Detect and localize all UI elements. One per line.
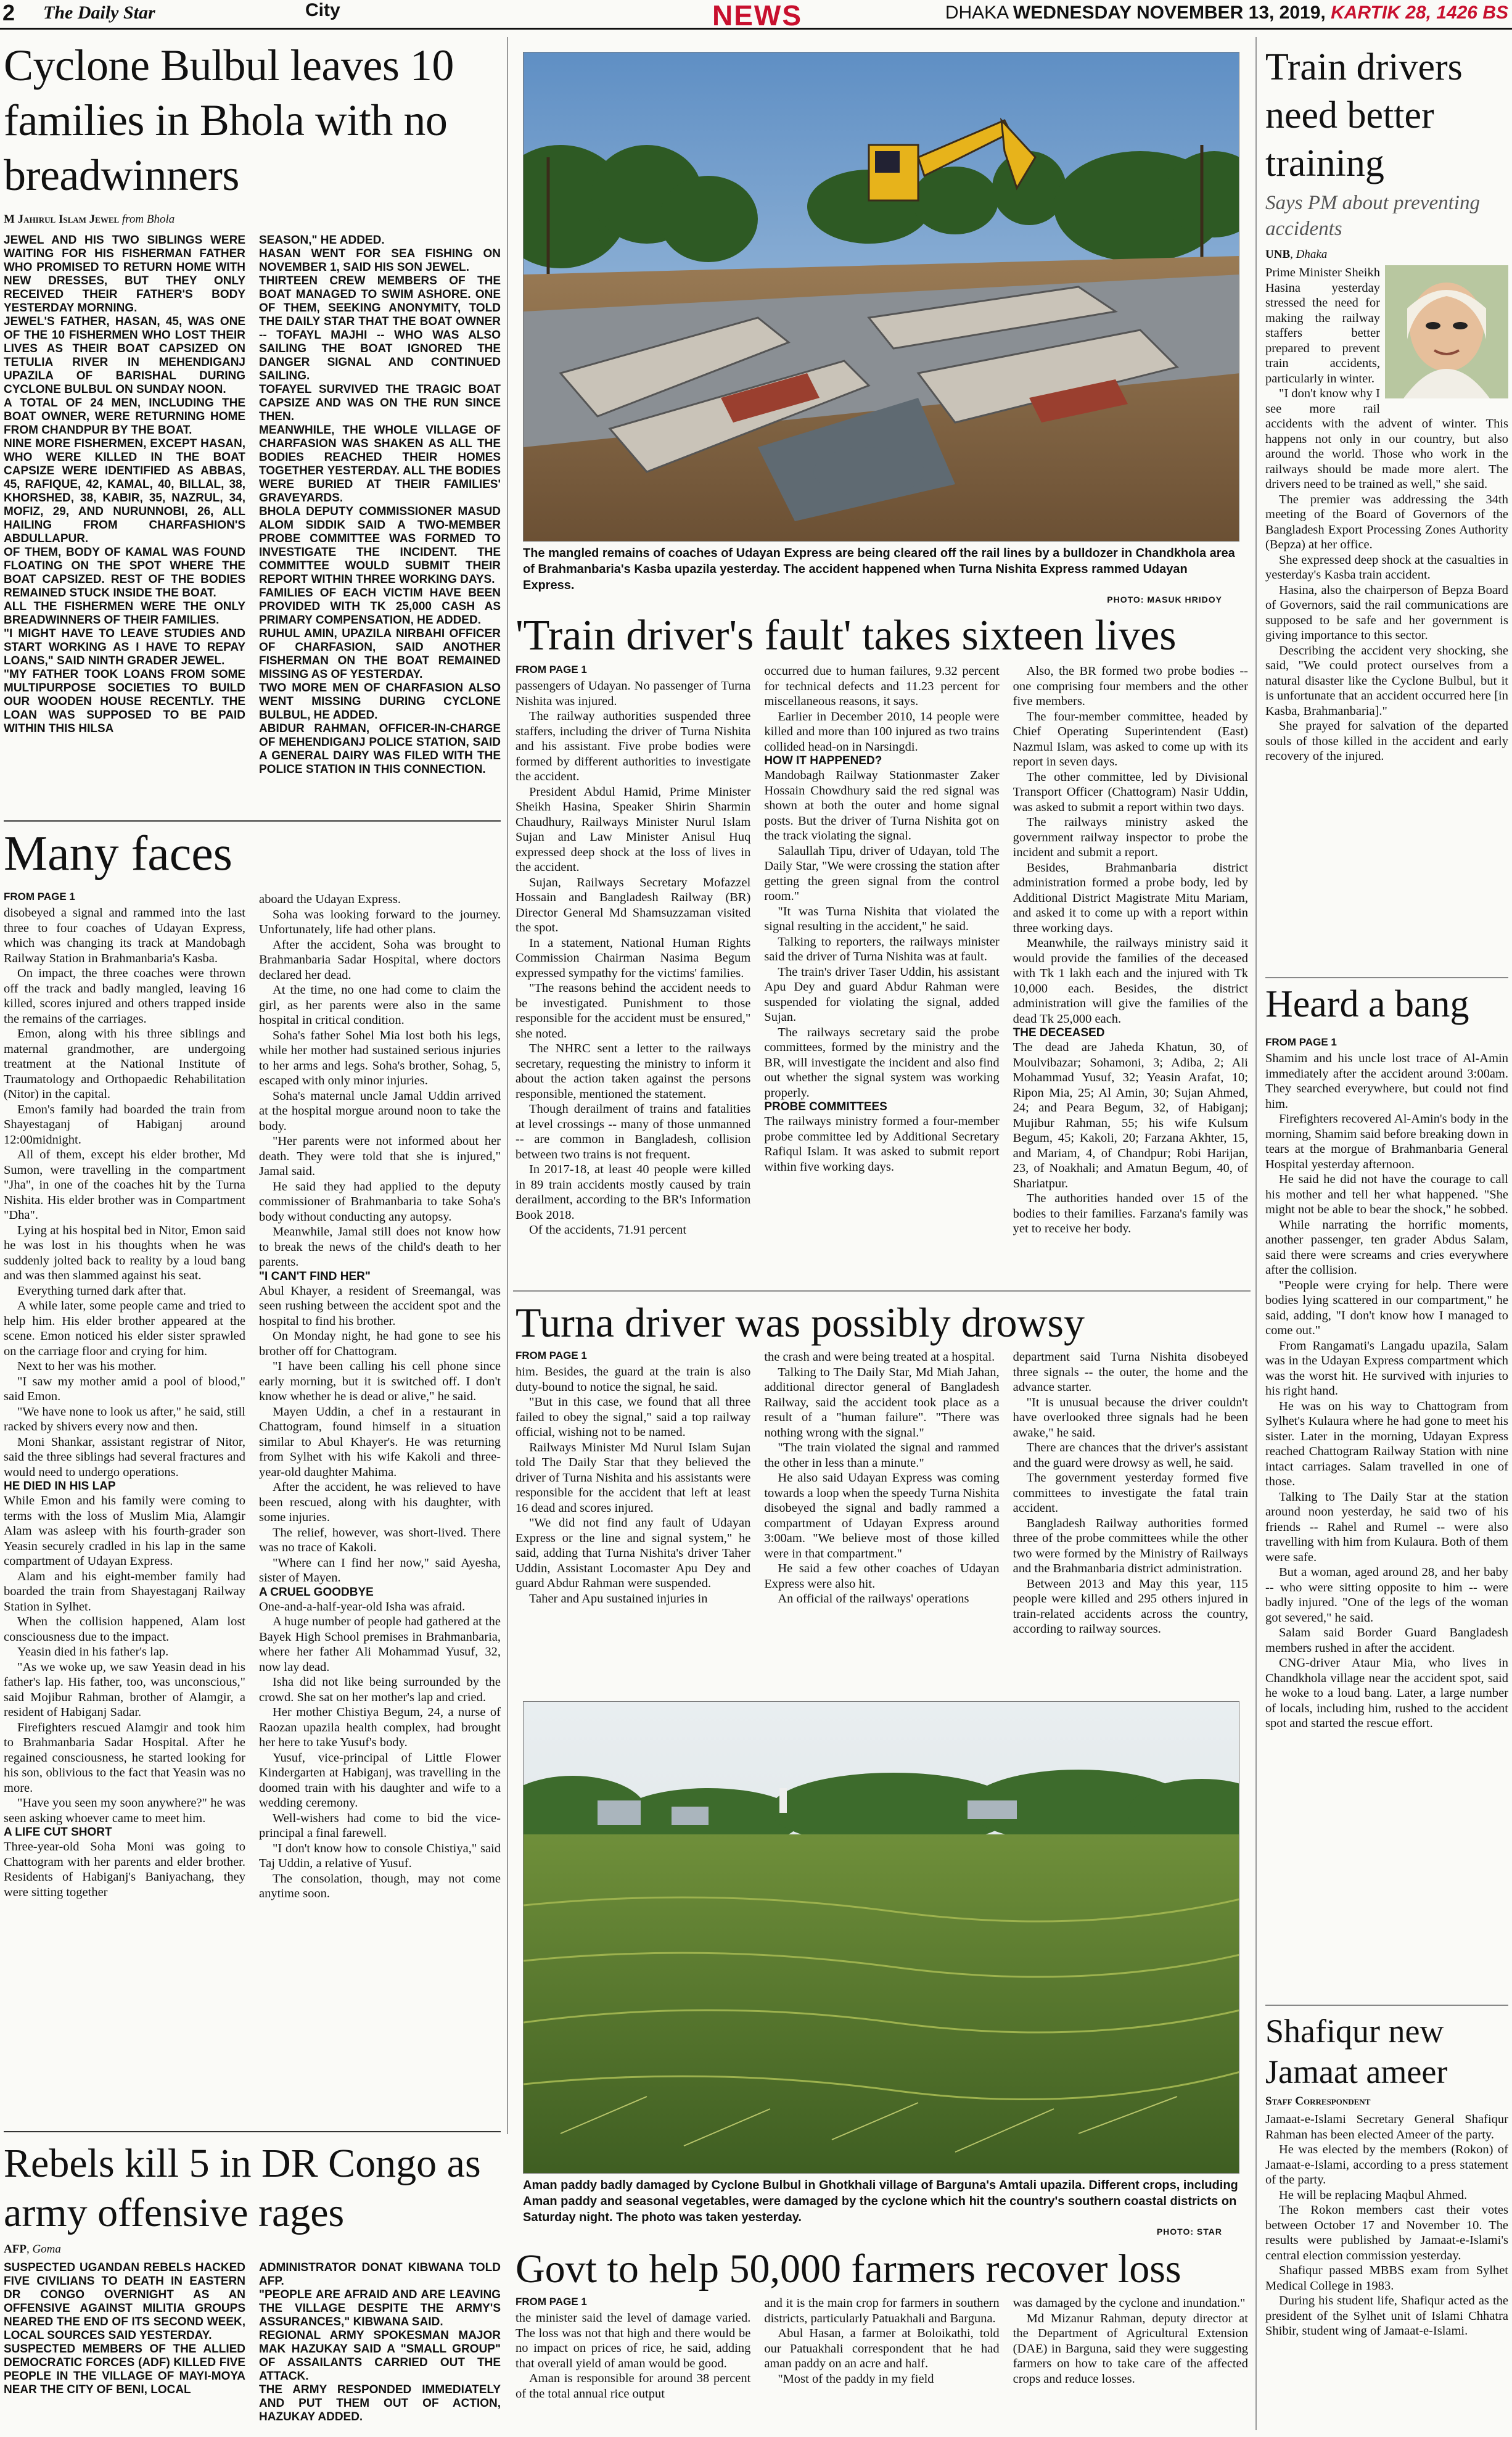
paragraph: "Her parents were not informed about her death. They were told that she is injured," Jamal said.: [259, 1134, 501, 1178]
text-column: [259, 2261, 501, 2424]
paragraph: Earlier in December 2010, 14 people were killed and more than 100 injured as two trains collided head-on in Narsingdi.: [764, 709, 1000, 754]
divider: [513, 1290, 1251, 1292]
section-label: City: [305, 0, 340, 20]
paragraph: He said a few other coaches of Udayan Express were also hit.: [764, 1562, 1000, 1591]
paragraph: The consolation, though, may not come anytime soon.: [259, 1871, 501, 1900]
byline-location: Goma: [32, 2243, 61, 2256]
paragraph: He will be replacing Maqbul Ahmed.: [1279, 2188, 1468, 2202]
paragraph: Salaullah Tipu, driver of Udayan, told The Daily Star, "We were crossing the station after getting the green signal from the control room.": [764, 844, 1000, 903]
congo-body: [4, 2261, 501, 2424]
paragraph: In a statement, National Human Rights Commission Chairman Nasima Begum expressed sympathy for the victims' families.: [516, 936, 751, 980]
paragraph: Next to her was his mother.: [17, 1359, 157, 1373]
paragraph: Everything turned dark after that.: [17, 1284, 186, 1298]
paragraph: Sujan, Railways Secretary Mofazzel Hossain and Bangladesh Railway (BR) Director General Md Shamsuzzaman visited the spot.: [516, 875, 751, 934]
subhead: THIRTEEN CREW MEMBERS OF THE BOAT MANAGED TO SWIM ASHORE. ONE OF THEM, SEEKING ANONYMITY, TOLD THE DAILY STAR THAT THE BOAT OWNER -- TOFAYL MAJHI -- WHO WAS ALSO SAILING THE BOAT IGNORED THE DANGER SIGNAL AND CONTINUED SAILING.: [259, 274, 501, 382]
paragraph: The railway authorities suspended three staffers, including the driver of Turna Nishita and his assistant. Five probe bodies were formed by different authorities to investigate the accident.: [516, 709, 751, 783]
paragraph: "We did not find any fault of Udayan Express or the line and signal system," he said, adding that Turna Nishita's driver Taher Uddin, Assistant Locomaster Apu Dey and guard Abdur Rahman were suspended.: [516, 1516, 751, 1590]
paddy-field-illustration: [524, 1702, 1239, 2174]
paragraph: The premier was addressing the 34th meeting of the Board of Governors of the Bangladesh Export Processing Zones Authority (Bepza) at her office.: [1265, 492, 1508, 551]
subhead: THE DECEASED: [1013, 1026, 1105, 1039]
paragraph: CNG-driver Ataur Mia, who lives in Chandkhola village near the accident spot, said he woke to a loud bang. Later, a large number of locals, including him, rushed to the accident spot and started the rescue effort.: [1265, 1656, 1508, 1730]
paragraph: Hasina, also the chairperson of Bepza Board of Governors, said the rail communications are supposed to be safe and her government is giving importance to this sector.: [1265, 583, 1508, 642]
text-column: [516, 1350, 750, 1637]
byline-name: M Jahirul Islam Jewel: [4, 213, 120, 226]
paragraph: Emon's family had boarded the train from Shayestaganj of Habiganj around 12:00midnight.: [4, 1102, 245, 1147]
from-page: FROM PAGE 1: [4, 891, 75, 902]
divider: [1265, 977, 1508, 978]
paragraph: Meanwhile, the railways ministry said it would provide the families of the deceased with Tk 1 lakh each and the injured with Tk 10,000 each. Besides, the district administration will give the families of the dead Tk 25,000 each.: [1013, 936, 1248, 1026]
text-column: [4, 234, 245, 777]
paragraph: Firefighters recovered Al-Amin's body in the morning, Shamim said before breaking down in tears at the morgue of Brahmanbaria General Hospital yesterday afternoon.: [1265, 1112, 1508, 1171]
paragraph: Prime Minister Sheikh Hasina yesterday stressed the need for making the railway staffers better prepared to prevent train accidents, particularly in winter.: [1265, 266, 1380, 386]
paragraph: the minister said the level of damage varied. The loss was not that high and there would be no impact on prices of rice, he said, adding that overall yield of aman would be good.: [516, 2311, 751, 2370]
subhead: SEASON," HE ADDED.: [259, 234, 385, 247]
paragraph: He also said Udayan Express was coming towards a loop when the speedy Turna Nishita disobeyed the signal and badly rammed a compartment of Udayan Express around 3:00am. "We believe most of those killed were in that compartment.": [764, 1471, 1000, 1561]
drivers-fault-story: [513, 611, 1251, 1283]
paragraph: An official of the railways' operations: [778, 1592, 969, 1606]
paragraph: Yusuf, vice-principal of Little Flower Kindergarten at Habiganj, was travelling in the doomed train with his daughter and wife to a wedding ceremony.: [259, 1750, 501, 1810]
subhead: JEWEL AND HIS TWO SIBLINGS WERE WAITING FOR HIS FISHERMAN FATHER WHO PROMISED TO RETURN HOME WITH NEW DRESSES, BUT THEY ONLY RECEIVED THEIR FATHER'S BODY YESTERDAY MORNING.: [4, 234, 245, 315]
paragraph: Besides, Brahmanbaria district administration formed a probe body, led by Additional District Magistrate Mitu Mariam, and asked it to come up with a report within three working days.: [1013, 860, 1248, 935]
subhead: PROBE COMMITTEES: [764, 1100, 887, 1113]
subhead: "MY FATHER TOOK LOANS FROM SOME MULTIPURPOSE SOCIETIES TO BUILD OUR WOODEN HOUSE RECENTLY. THE LOAN WAS SUPPOSED TO BE PAID WITHIN THIS HILSA: [4, 668, 245, 735]
subhead: HOW IT HAPPENED?: [764, 754, 882, 767]
paragraph: disobeyed a signal and rammed into the last three to four coaches of Udayan Express, which was changing its track at Mandobagh Railway Station in Brahmanbaria's Kasba.: [4, 906, 245, 965]
headline-bhola: Cyclone Bulbul leaves 10 families in Bhola with no breadwinners: [4, 41, 454, 200]
subhead: BHOLA DEPUTY COMMISSIONER MASUD ALOM SIDDIK SAID A TWO-MEMBER PROBE COMMITTEE WAS FORMED TO INVESTIGATE THE INCIDENT. THE COMMITTEE WOULD SUBMIT THEIR REPORT WITHIN THREE WORKING DAYS.: [259, 505, 501, 586]
paragraph: Meanwhile, Jamal still does not know how to break the news of the child's death to her parents.: [259, 1225, 501, 1269]
paragraph: The railways secretary said the probe committees, formed by the ministry and the BR, will investigate the incident and also find out whether the signal system was working properly.: [764, 1025, 1000, 1100]
headline-jamaat: Shafiqur new Jamaat ameer: [1265, 2013, 1448, 2090]
subhead: "I CAN'T FIND HER": [259, 1269, 371, 1283]
paragraph: One-and-a-half-year-old Isha was afraid.: [259, 1599, 466, 1614]
paragraph: occurred due to human failures, 9.32 percent for technical defects and 11.23 percent for miscellaneous reasons, it says.: [764, 664, 1000, 708]
subhead: ADMINISTRATOR DONAT KIBWANA TOLD AFP.: [259, 2261, 501, 2288]
paragraphs: [516, 678, 750, 1238]
subhead: HE DIED IN HIS LAP: [4, 1480, 116, 1493]
paragraph: The railways ministry asked the government railway inspector to probe the incident and submit a report.: [1013, 815, 1248, 859]
page-number: 2: [2, 0, 15, 25]
paragraph: Emon, along with his three siblings and maternal grandmother, are undergoing treatment at the National Institute of Traumatology and Orthopaedic Rehabilitation (Nitor) in the capital.: [4, 1027, 245, 1101]
subhead: MEANWHILE, THE WHOLE VILLAGE OF CHARFASION WAS SHAKEN AS ALL THE BODIES REACHED THEIR HOMES TOGETHER YESTERDAY. ALL THE BODIES WERE BURIED AT THEIR FAMILIES' GRAVEYARDS.: [259, 424, 501, 505]
paragraph: The Rokon members cast their votes between October 17 and November 10. The results were published by Jamaat-e-Islami's central election commission yesterday.: [1265, 2203, 1508, 2262]
paragraph: All of them, except his elder brother, Md Sumon, were travelling in the compartment "Jha", in one of the coaches hit by the Turna Nishita. His elder brother was in Compartment "Dha".: [4, 1148, 245, 1222]
paragraph: But a woman, aged around 28, and her baby -- who were sitting opposite to him -- were badly injured. "One of the legs of the woman got severed," he said.: [1265, 1565, 1508, 1625]
paragraph: Isha did not like being surrounded by the crowd. She sat on her mother's lap and cried.: [259, 1675, 501, 1704]
paragraph: The other committee, led by Divisional Transport Officer (Chattogram) Nasir Uddin, was asked to submit a report within two days.: [1013, 770, 1248, 814]
paragraph: In 2017-18, at least 40 people were killed in 89 train accidents mostly caused by train derailment, according to the BR's Information Book 2018.: [516, 1163, 751, 1222]
paragraph: Three-year-old Soha Moni was going to Chattogram with her parents and elder brother. Residents of Habiganj's Baniyachang, they were sitting together: [4, 1840, 245, 1899]
text-column: [764, 2296, 999, 2401]
paragraph: Taher and Apu sustained injuries in: [529, 1591, 708, 1606]
paragraph: The dead are Jaheda Khatun, 30, of Moulvibazar; Sohamoni, 3; Adiba, 2; Ali Mohammad Yusuf, 32; Yeasin Arafat, 10; Ripon Mia, 25; Al Amin, 30; Sujan Ahmed, 24; and Peara Begum, 32, of Habiganj; Mujibur Rahman, 55; his wife Kulsum Begum, 45; Kakoli, 20; Farzana Akhter, 15, and Mariam, 4, of Chandpur; Robi Harijan, 23, of Noakhali; and Amatun Begum, 40, of Shariatpur.: [1013, 1041, 1248, 1190]
paragraph: Lying at his hospital bed in Nitor, Emon said he was lost in his thoughts when he was suddenly jolted back to reality by a loud bang and was then slammed against his seat.: [4, 1223, 245, 1282]
subhead: A LIFE CUT SHORT: [4, 1826, 112, 1839]
subhead: A TOTAL OF 24 MEN, INCLUDING THE BOAT OWNER, WERE RETURNING HOME FROM CHANDPUR BY THE BOAT.: [4, 397, 245, 437]
paragraph: aboard the Udayan Express.: [259, 893, 401, 906]
paragraph: Abul Khayer, a resident of Sreemangal, was seen rushing between the accident spot and the hospital to find his brother.: [259, 1284, 501, 1328]
paragraph: On Monday night, he had gone to see his brother off for Chattogram.: [259, 1329, 501, 1358]
paragraphs: [516, 1364, 750, 1606]
bhola-body: [4, 234, 501, 777]
paragraph: He said they had applied to the deputy commissioner of Brahmanbaria to take Soha's body without conducting any autopsy.: [259, 1179, 501, 1224]
photo2-credit: PHOTO: STAR: [1156, 2227, 1222, 2237]
congo-story: [4, 2139, 501, 2435]
photo2-caption: Aman paddy badly damaged by Cyclone Bulbul in Ghotkhali village of Barguna's Amtali upazila. Different crops, including Aman paddy and seasonal vegetables, were damaged by the cyclone which hit the country's southern coastal districts on Saturday night. The photo was taken yesterday.: [523, 2179, 1238, 2224]
byline-location: from Bhola: [121, 213, 175, 226]
bang-body: [1265, 1051, 1508, 1731]
train-wreck-illustration: [524, 52, 1239, 542]
paragraph: The NHRC sent a letter to the railways secretary, requesting the ministry to inform it about the action taken against the persons responsible, mentioned the statement.: [516, 1042, 751, 1101]
subhead: "PEOPLE ARE AFRAID AND ARE LEAVING THE VILLAGE DESPITE THE ARMY'S ASSURANCES," KIBWANA SAID.: [259, 2288, 501, 2328]
farmers-body: [513, 2296, 1251, 2401]
paragraph: While Emon and his family were coming to terms with the loss of Muslim Mia, Alamgir Alam was asleep with his fourth-grader son Yeasin securely cradled in his lap in the same compartment of Udayan Express.: [4, 1494, 245, 1568]
paragraph: Firefighters rescued Alamgir and took him to Brahmanbaria Sadar Hospital. After he regained consciousness, he started looking for his son, oblivious to the fact that Yeasin was no more.: [4, 1720, 245, 1795]
byline: [1265, 2095, 1508, 2108]
paper-logo: The Daily Star: [43, 2, 155, 23]
photo1-caption-block: [523, 545, 1241, 607]
paragraph: The government yesterday formed five committees to investigate the fatal train accident.: [1013, 1471, 1248, 1515]
byline-name: AFP: [4, 2243, 27, 2256]
dateline-bangla: KARTIK 28, 1426 BS: [1331, 2, 1508, 23]
text-column: [764, 664, 999, 1238]
paragraph: "Where can I find her now," said Ayesha, sister of Mayen.: [259, 1556, 501, 1585]
paragraph: "Have you seen my soon anywhere?" he was seen asking whoever came to meet him.: [4, 1796, 245, 1825]
photo2-caption-block: [523, 2177, 1241, 2245]
paragraph: After the accident, Soha was brought to Brahmanbaria Sadar Hospital, where doctors declared her dead.: [259, 938, 501, 982]
paragraph: Well-wishers had come to bid the vice-principal a final farewell.: [259, 1811, 501, 1840]
paragraph: Abul Hasan, a farmer at Boloikathi, told our Patuakhali correspondent that he had aman paddy on an acre and half.: [764, 2327, 1000, 2370]
paddy-photo: [523, 1701, 1239, 2174]
text-column: [516, 664, 750, 1238]
paragraph: From Rangamati's Langadu upazila, Salam was in the Udayan Express compartment which was the worst hit. He survived with injuries to his right hand.: [1265, 1338, 1508, 1398]
paragraph: He was on his way to Chattogram from Sylhet's Kulaura where he had gone to meet his sister. Later in the morning, Udayan Express reached Chattogram Railway Station with nine intact carriages. Salam travelled in one of those.: [1265, 1399, 1508, 1488]
paragraph: There are chances that the driver's assistant and the guard were drowsy as well, he said.: [1013, 1441, 1248, 1470]
news-label: NEWS: [712, 0, 802, 30]
subhead: "I MIGHT HAVE TO LEAVE STUDIES AND START WORKING AS I HAVE TO REPAY LOANS," SAID NINTH GRADER JEWEL.: [4, 627, 245, 667]
text-column: [516, 2296, 750, 2401]
paragraph: Of the accidents, 71.91 percent: [529, 1223, 687, 1237]
dateline-date: WEDNESDAY NOVEMBER 13, 2019,: [1013, 2, 1326, 23]
paragraph: He was elected by the members (Rokon) of Jamaat-e-Islami, according to a press statement of the party.: [1265, 2143, 1508, 2187]
paragraph: While narrating the horrific moments, another passenger, ten grader Abdus Salam, said there were screams and cries everywhere after the collision.: [1265, 1218, 1508, 1277]
many-faces-story: [4, 825, 501, 2127]
paragraphs: [516, 2311, 750, 2401]
paragraph: The railways ministry formed a four-member probe committee led by Additional Secretary Rafiqul Islam. It was asked to submit report within five working days.: [764, 1115, 1000, 1174]
subhead: A CRUEL GOODBYE: [259, 1585, 374, 1599]
paragraph: passengers of Udayan. No passenger of Turna Nishita was injured.: [516, 679, 751, 708]
headline-heard-a-bang: Heard a bang: [1265, 983, 1469, 1025]
paragraph: "I have been calling his cell phone since early morning, but it is switched off. I don't know whether he is dead or alive," he said.: [259, 1359, 501, 1403]
photo1-credit: PHOTO: MASUK HRIDOY: [1107, 595, 1222, 604]
headline-congo: Rebels kill 5 in DR Congo as army offensive rages: [4, 2141, 481, 2235]
from-page: FROM PAGE 1: [516, 1350, 587, 1361]
paragraph: Md Mizanur Rahman, deputy director at the Department of Agricultural Extension (DAE) in Barguna, said they were suggesting farmers on how to take care of the affected crops and reduce losses.: [1013, 2311, 1248, 2386]
text-column: [1013, 1350, 1248, 1637]
from-page: FROM PAGE 1: [516, 2296, 587, 2307]
paragraph: Jamaat-e-Islami Secretary General Shafiqur Rahman has been elected Ameer of the party.: [1265, 2113, 1508, 2142]
paragraph: the crash and were being treated at a hospital.: [764, 1350, 995, 1364]
paragraph: She expressed deep shock at the casualties in yesterday's Kasba train accident.: [1265, 553, 1508, 582]
divider: [4, 820, 501, 822]
headline-drivers-fault: 'Train driver's fault' takes sixteen lives: [516, 612, 1177, 659]
paragraph: "People were crying for help. There were bodies lying scattered in our compartment," he said, adding, "I don't know how I managed to come out.": [1265, 1278, 1508, 1337]
farmers-story: [513, 2245, 1251, 2435]
paragraph: Describing the accident very shocking, she said, "We could protect ourselves from a natural disaster like the Cyclone Bulbul, but it is unfortunate that an accident occurred here [in Kasba, Brahmanbaria].": [1265, 643, 1508, 718]
subhead: SUSPECTED MEMBERS OF THE ALLIED DEMOCRATIC FORCES (ADF) KILLED FIVE PEOPLE IN THE VILLAGE OF MAYI-MOYA NEAR THE CITY OF BENI, LOCAL: [4, 2343, 245, 2396]
paragraph: Soha's father Sohel Mia lost both his legs, while her mother had sustained serious injuries to her arms and legs. Soha's brother, Sohag, 5, escaped with only minor injuries.: [259, 1028, 501, 1087]
subhead: ABIDUR RAHMAN, OFFICER-IN-CHARGE OF MEHENDIGANJ POLICE STATION, SAID A GENERAL DAIRY WAS FILED WITH THE POLICE STATION IN THIS CONNECTION.: [259, 722, 501, 776]
paragraph: "I don't know why I see more rail accidents with the advent of winter. This happens not only in our country, but also around the world. Those who work in the railways should be made more alert. The drivers need to be trained as well," she said.: [1265, 387, 1508, 491]
column-rule: [1255, 37, 1257, 2430]
text-column: [1013, 2296, 1248, 2401]
paragraph: "The train violated the signal and rammed the other in less than a minute.": [764, 1441, 1000, 1470]
paragraph: The four-member committee, headed by Chief Operating Superintendent (East) Nazmul Islam, was asked to come up with its report in seven days.: [1013, 709, 1248, 769]
paragraph: Bangladesh Railway authorities formed three of the probe committees while the other two were formed by the Ministry of Railways and the Brahmanbaria district administration.: [1013, 1516, 1248, 1575]
from-page: FROM PAGE 1: [516, 664, 587, 675]
paragraph: department said Turna Nishita disobeyed three signals -- the outer, the home and the advance starter.: [1013, 1350, 1248, 1394]
pm-story: [1265, 43, 1508, 981]
drowsy-body: [513, 1350, 1251, 1637]
text-column: [259, 234, 501, 777]
subhead: TWO MORE MEN OF CHARFASION ALSO WENT MISSING DURING CYCLONE BULBUL, HE ADDED.: [259, 682, 501, 722]
paragraph: When the collision happened, Alam lost consciousness due to the impact.: [4, 1615, 245, 1644]
headline-many-faces: Many faces: [4, 827, 232, 881]
headline-drowsy: Turna driver was possibly drowsy: [516, 1299, 1085, 1346]
pm-portrait: [1385, 265, 1508, 398]
paragraph: "I don't know how to console Chistiya," said Taj Uddin, a relative of Yusuf.: [259, 1841, 501, 1870]
byline-name: UNB: [1265, 248, 1291, 261]
paragraph: Talking to reporters, the railways minister said the driver of Turna Nishita was at fault.: [764, 934, 1000, 963]
paragraph: Also, the BR formed two probe bodies -- one comprising four members and the other five members.: [1013, 664, 1248, 708]
paragraph: Talking to The Daily Star, Md Miah Jahan, additional director general of Bangladesh Railway, said the accident took place as a result of a "human failure". "There was nothing wrong with the signal.": [764, 1365, 1000, 1440]
paragraph: Talking to The Daily Star at the station around noon yesterday, he said two of his friends -- Rahel and Rumel -- were also travelling with him from Kulaura. Both of them were safe.: [1265, 1490, 1508, 1564]
subhead: TOFAYEL SURVIVED THE TRAGIC BOAT CAPSIZE AND WAS ON THE RUN SINCE THEN.: [259, 383, 501, 423]
portrait-illustration: [1385, 265, 1508, 398]
text-column: [259, 891, 501, 1902]
fault-body: [513, 664, 1251, 1238]
heard-a-bang-story: [1265, 982, 1508, 2018]
jamaat-body: [1265, 2112, 1508, 2339]
paragraph: Her mother Chistiya Begum, 24, a nurse of Raozan upazila health complex, had brought her here to take Yusuf's body.: [259, 1705, 501, 1749]
paragraph: "As we woke up, we saw Yeasin dead in his father's lap. His father, too, was unconscious," said Mojibur Rahman, brother of Alamgir, a resident of Habiganj Sadar.: [4, 1660, 245, 1719]
byline: AFP, Goma: [4, 2243, 61, 2256]
paragraph: Aman is responsible for around 38 percent of the total annual rice output: [516, 2372, 751, 2401]
byline: [4, 213, 501, 226]
from-page: FROM PAGE 1: [1265, 1036, 1337, 1048]
headline-pm: Train drivers need better training: [1265, 46, 1463, 184]
paragraph: After the accident, he was relieved to have been rescued, along with his daughter, with some injuries.: [259, 1480, 501, 1524]
jamaat-story: [1265, 2011, 1508, 2435]
paragraph: A huge number of people had gathered at the Bayek High School premises in Brahmanbaria, where her father Ali Mohammad Yusuf, 32, now lay dead.: [259, 1615, 501, 1674]
paragraph: Between 2013 and May this year, 115 people were killed and 295 others injured in train-related accidents across the country, according to railway sources.: [1013, 1577, 1248, 1636]
paragraph: "The reasons behind the accident needs to be investigated. Punishment to those responsible for the accident must be ensured," she noted.: [516, 981, 751, 1041]
subhead: RUHUL AMIN, UPAZILA NIRBAHI OFFICER OF CHARFASION, SAID ANOTHER FISHERMAN ON THE BOAT REMAINED MISSING AS OF YESTERDAY.: [259, 627, 501, 681]
headline-farmers: Govt to help 50,000 farmers recover loss: [516, 2246, 1181, 2291]
paragraph: On impact, the three coaches were thrown off the track and badly mangled, leaving 16 killed, scores injured and others trapped inside the remains of the carriages.: [4, 967, 245, 1026]
paragraph: "But in this case, we found that all three failed to obey the signal," said a top railway official, wishing not to be named.: [516, 1395, 751, 1439]
masthead: [0, 0, 1512, 30]
subhead: HASAN WENT FOR SEA FISHING ON NOVEMBER 1, SAID HIS SON JEWEL.: [259, 247, 501, 274]
paragraph: Salam said Border Guard Bangladesh members rushed in after the accident.: [1265, 1626, 1508, 1655]
paragraph: Railways Minister Md Nurul Islam Sujan told The Daily Star that they believed the driver of Turna Nishita and his assistants were responsible for the accident that left at least 16 dead and scores injured.: [516, 1440, 751, 1515]
subhead: REGIONAL ARMY SPOKESMAN MAJOR MAK HAZUKAY SAID A "SMALL GROUP" OF ASSAILANTS CARRIED OUT THE ATTACK.: [259, 2329, 501, 2383]
paragraph: President Abdul Hamid, Prime Minister Sheikh Hasina, Speaker Shirin Sharmin Chaudhury, Railways Minister Nurul Islam Sujan and Law Minister Anisul Huq expressed deep shock at the loss of lives in the accident.: [516, 785, 751, 874]
byline: UNB, Dhaka: [1265, 248, 1328, 261]
paragraph: Mandobagh Railway Stationmaster Zaker Hossain Chowdhury said the red signal was shown at both the outer and home signal posts. But the driver of Turna Nishita got on the track violating the signal.: [764, 769, 1000, 843]
paragraph: At the time, no one had come to claim the girl, as her parents were also in the same hospital in critical condition.: [259, 983, 501, 1027]
paragraph: Shafiqur passed MBBS exam from Sylhet Medical College in 1983.: [1265, 2264, 1508, 2293]
paragraph: Moni Shankar, assistant registrar of Nitor, said the three siblings had several fractures and would need to undergo operations.: [4, 1435, 245, 1479]
subhead: ALL THE FISHERMEN WERE THE ONLY BREADWINNERS OF THEIR FAMILIES.: [4, 600, 245, 627]
paragraph: Soha's maternal uncle Jamal Uddin arrived at the hospital morgue around noon to take the body.: [259, 1089, 501, 1133]
text-column: [764, 1350, 999, 1637]
text-column: [1013, 664, 1248, 1238]
paragraph: Shamim and his uncle lost trace of Al-Amin immediately after the accident around 3:00am. They searched everywhere, but could not find him.: [1265, 1052, 1508, 1111]
divider: [1265, 2005, 1508, 2006]
paragraph: Soha was looking forward to the journey. Unfortunately, life had other plans.: [259, 907, 501, 936]
faces-body: [4, 891, 501, 1902]
dateline: [945, 2, 1508, 23]
subhead: JEWEL'S FATHER, HASAN, 45, WAS ONE OF THE 10 FISHERMEN WHO LOST THEIR LIVES AS THEIR BOAT CAPSIZED ON TETULIA RIVER IN MEHENDIGANJ UPAZILA OF BARISHAL DURING CYCLONE BULBUL ON SUNDAY NOON.: [4, 315, 245, 396]
paragraph: and it is the main crop for farmers in southern districts, particularly Patuakhali and Barguna.: [764, 2296, 1000, 2325]
photo1-caption: The mangled remains of coaches of Udayan Express are being cleared off the rail lines by a bulldozer in Chandkhola area of Brahmanbaria's Kasba upazila yesterday. The accident happened when Turna Nishita Express rammed Udayan Express.: [523, 546, 1235, 592]
subhead: THE ARMY RESPONDED IMMEDIATELY AND PUT THEM OUT OF ACTION, HAZUKAY ADDED.: [259, 2383, 501, 2423]
paragraph: The authorities handed over 15 of the bodies to their families. Farzana's family was yet to receive her body.: [1013, 1192, 1248, 1235]
paragraph: Mayen Uddin, a chef in a restaurant in Chattogram, found himself in a situation similar to Abul Khayer's. He was returning from Sylhet with his wife Kakoli and three-year-old daughter Mahima.: [259, 1404, 501, 1479]
paragraph: "I saw my mother amid a pool of blood," said Emon.: [4, 1374, 245, 1403]
subhead: OF THEM, BODY OF KAMAL WAS FOUND FLOATING ON THE SPOT WHERE THE BOAT CAPSIZED. REST OF THE BODIES REMAINED STUCK INSIDE THE BOAT.: [4, 546, 245, 600]
train-wreck-photo: [523, 52, 1239, 542]
bhola-story: [4, 38, 501, 822]
column-rule: [507, 37, 508, 2134]
paragraph: The train's driver Taser Uddin, his assistant Apu Dey and guard Abdur Rahman were suspended for violating the signal, added Sujan.: [764, 965, 1000, 1024]
byline-location: Dhaka: [1296, 248, 1328, 261]
paragraph: "We have none to look us after," he said, still racked by shivers every now and then.: [4, 1404, 245, 1433]
paragraph: She prayed for salvation of the departed souls of those killed in the accident and early recovery of the injured.: [1265, 719, 1508, 763]
paragraph: The relief, however, was short-lived. There was no trace of Kakoli.: [259, 1525, 501, 1554]
subhead-pm: Says PM about preventing accidents: [1265, 192, 1480, 240]
paragraph: Though derailment of trains and fatalities at level crossings -- many of those unmanned -- are common in Bangladesh, collision between two trains is not frequent.: [516, 1102, 751, 1161]
subhead: SUSPECTED UGANDAN REBELS HACKED FIVE CIVILIANS TO DEATH IN EASTERN DR CONGO OVERNIGHT AS AN OFFENSIVE AGAINST MILITIA GROUPS NEARED THE END OF ITS SECOND WEEK, LOCAL SOURCES SAID YESTERDAY.: [4, 2261, 245, 2342]
text-column: [4, 2261, 245, 2424]
dateline-city: DHAKA: [945, 2, 1008, 23]
byline-name: Staff Correspondent: [1265, 2095, 1371, 2108]
paragraph: During his student life, Shafiqur acted as the president of the Sylhet unit of Islami Chhatra Shibir, student wing of Jamaat-e-Islami.: [1265, 2294, 1508, 2338]
paragraphs: [4, 905, 245, 1900]
drowsy-story: [513, 1298, 1251, 1680]
divider: [4, 2131, 501, 2132]
paragraph: A while later, some people came and tried to help him. His elder brother appeared at the scene. Emon noticed his elder sister sprawled on the carriage floor and crying for him.: [4, 1299, 245, 1358]
paragraph: "It was Turna Nishita that violated the signal resulting in the accident," he said.: [764, 904, 1000, 933]
subhead: FAMILIES OF EACH VICTIM HAVE BEEN PROVIDED WITH TK 25,000 CASH AS PRIMARY COMPENSATION, HE ADDED.: [259, 587, 501, 627]
paragraph: He said he did not have the courage to call his mother and tell her what happened. "She might not be able to bear the shock," he sobbed.: [1265, 1173, 1508, 1216]
paragraph: Yeasin died in his father's lap.: [17, 1645, 169, 1659]
paragraph: "It is unusual because the driver couldn't have overlooked three signals had he been awake," he said.: [1013, 1395, 1248, 1440]
paragraph: "Most of the paddy in my field: [778, 2372, 934, 2386]
paragraph: was damaged by the cyclone and inundation.": [1013, 2296, 1246, 2310]
paragraph: him. Besides, the guard at the train is also duty-bound to notice the signal, he said.: [516, 1365, 751, 1394]
paragraph: Alam and his eight-member family had boarded the train from Shayestaganj Railway Station in Sylhet.: [4, 1569, 245, 1614]
subhead: NINE MORE FISHERMEN, EXCEPT HASAN, WHO WERE KILLED IN THE BOAT CAPSIZE WERE IDENTIFIED AS ABBAS, 45, RAFIQUE, 42, KAMAL, 40, BILLAL, 38, KHORSHED, 38, KABIR, 35, NAZRUL, 34, MOFIZ, 29, AND NURUNNOBI, 26, ALL HAILING FROM CHARFASHION'S ABDULLAPUR.: [4, 437, 245, 545]
text-column: [4, 891, 245, 1902]
